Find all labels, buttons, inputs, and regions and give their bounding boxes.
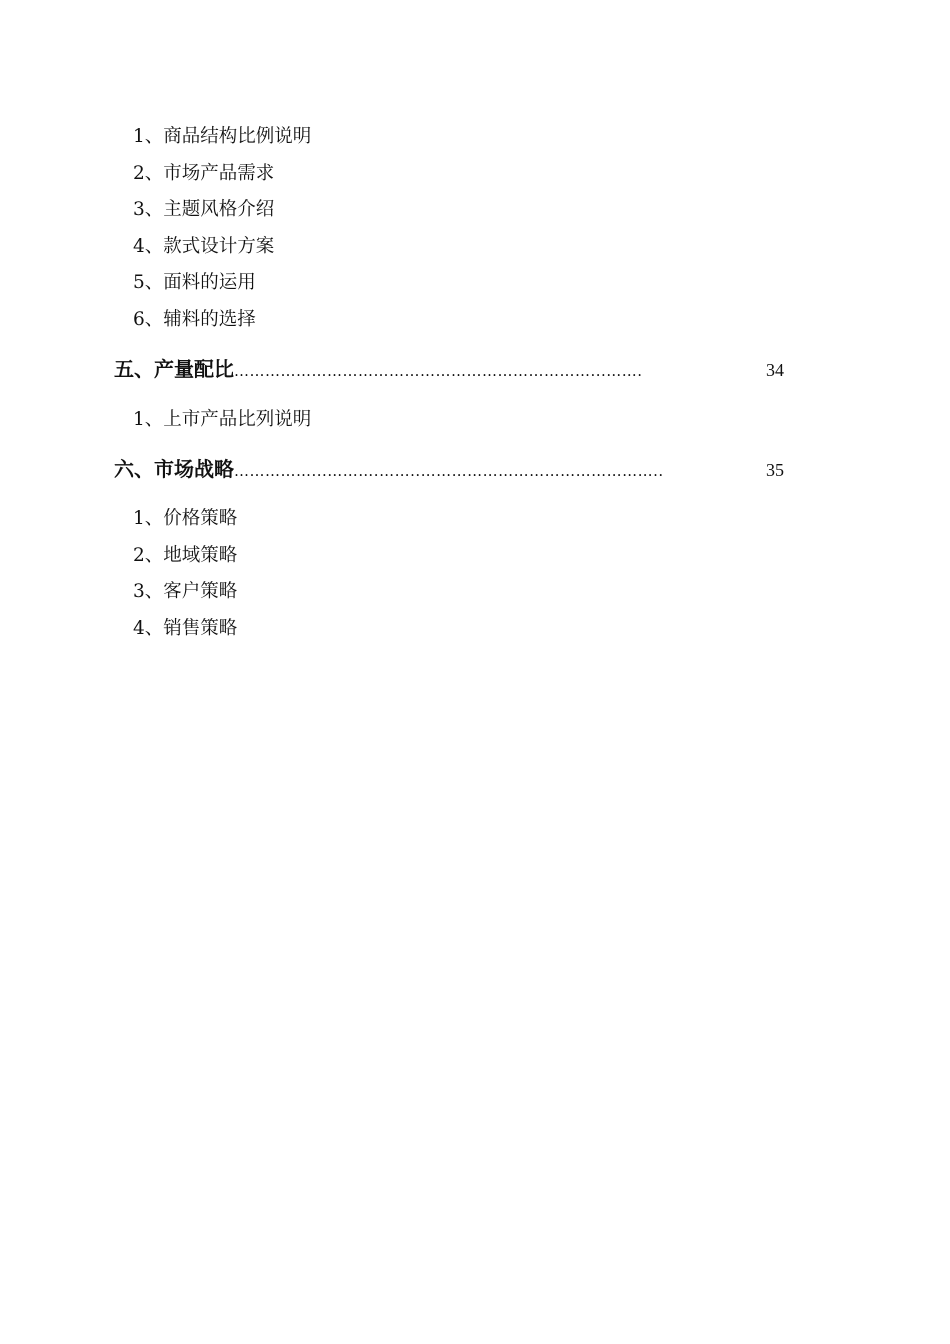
toc-item-market-demand[interactable]: 2、市场产品需求 (133, 163, 275, 184)
toc-item-design-plan[interactable]: 4、款式设计方案 (133, 236, 275, 257)
toc-item-theme-style[interactable]: 3、主题风格介绍 (133, 199, 275, 220)
toc-item-launch-ratio[interactable]: 1、上市产品比列说明 (133, 409, 312, 430)
toc-heading-production-ratio[interactable] (114, 356, 784, 382)
toc-heading-title: 五、产量配比 (114, 357, 234, 381)
toc-item-region-strategy[interactable]: 2、地域策略 (133, 545, 238, 566)
toc-leader-dots: ……………………………………………………………...……. (234, 362, 643, 380)
toc-item-customer-strategy[interactable]: 3、客户策略 (133, 581, 238, 602)
toc-item-product-structure[interactable]: 1、商品结构比例说明 (133, 126, 312, 147)
toc-heading-title: 六、市场战略 (114, 457, 234, 481)
toc-leader-dots: ……………...……….……..……………………………………….. (234, 462, 664, 480)
toc-page-number: 35 (766, 460, 784, 480)
toc-item-fabric-use[interactable]: 5、面料的运用 (133, 272, 256, 293)
toc-item-accessories[interactable]: 6、辅料的选择 (133, 309, 256, 330)
toc-item-price-strategy[interactable]: 1、价格策略 (133, 508, 238, 529)
toc-heading-market-strategy[interactable] (114, 456, 784, 482)
toc-page-number: 34 (766, 360, 784, 380)
toc-item-sales-strategy[interactable]: 4、销售策略 (133, 618, 238, 639)
